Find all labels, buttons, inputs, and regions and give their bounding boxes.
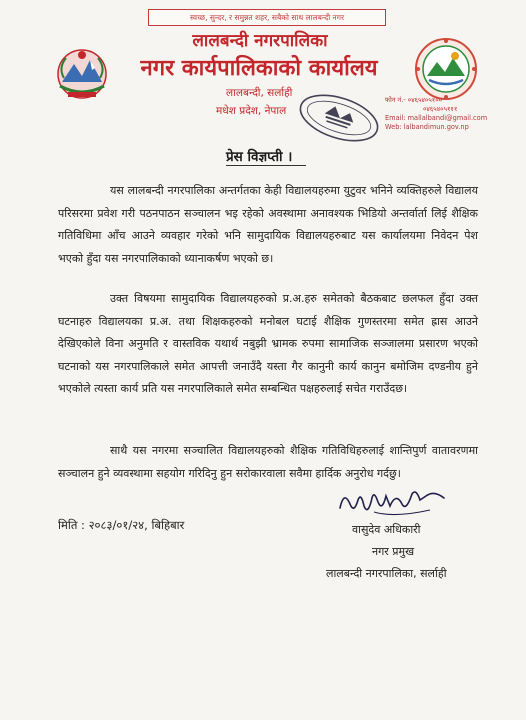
notice-paragraph-3: साथै यस नगरमा सञ्चालित विद्यालयहरुको शैक्षिक गतिविधिहरुलाई शान्तिपुर्ण वातावरणमा सञ्चालन हुने व्यवस्थामा सहयोग गरिदिनु हुन सरोकारवाला सवैमा हार्दिक अनुरोध गर्दछु। <box>58 444 478 480</box>
handwritten-signature <box>334 482 450 520</box>
address-line-2: मधेश प्रदेश, नेपाल <box>216 105 287 117</box>
notice-paragraph-1: यस लालबन्दी नगरपालिका अन्तर्गतका केही विद्यालयहरुमा युटुवर भनिने व्यक्तिहरुले विद्यालय परिसरमा प्रवेश गरी पठनपाठन सञ्चालन भइ रहेको अवस्थामा अनावश्यक भिडियो अन्तर्वार्ता लिई शैक्षिक गतिविधिमा आँच आउने व्यवहार गरेको भनि सामुदायिक विद्यालयहरुबाट यस कार्यालयमा निवेदन पेश भएको हुँदा यस नगरपालिकाको ध्यानाकर्षण भएको छ। <box>58 184 478 265</box>
motto-banner: स्वच्छ, सुन्दर, र समुन्नत शहर, सबैको साथ लालबन्दी नगर <box>148 9 386 26</box>
phone-number-2: ०४६५४०५१११ <box>423 105 458 113</box>
office-name: नगर कार्यपालिकाको कार्यालय <box>140 56 378 81</box>
signatory-name: वासुदेव अधिकारी <box>352 523 421 536</box>
contact-block <box>385 96 505 132</box>
notice-paragraph-2: उक्त विषयमा सामुदायिक विद्यालयहरुको प्र.अ.हरु समेतको बैठकबाट छलफल हुँदा उक्त घटनाहरु विद्यालयका प्र.अ. तथा शिक्षकहरुको मनोबल घटाई शैक्षिक गुणस्तरमा समेत ह्रास आउने देखिएकोले विना अनुमति र वास्तविक यथार्थ नबुझी भ्रामक रुपमा सामाजिक सञ्जालमा प्रसारण भएको घटनाको यस नगरपालिकाले समेत आपत्ती जनाउँदै यस्ता गैर कानुनी कार्य कानुन बमोजिम दण्डनीय हुने भएकोले त्यस्ता कार्य प्रति यस नगरपालिकाले समेत सम्बन्धित पक्षहरुलाई सचेत गराउँदछ। <box>58 292 478 395</box>
municipality-logo-icon <box>413 36 479 102</box>
website-text: Web: lalbandimun.gov.np <box>385 123 469 131</box>
address-line-1: लालबन्दी, सर्लाही <box>226 87 293 99</box>
phone-number: फोन नं.- ०४६५४०५१०० <box>385 96 443 104</box>
notice-heading: प्रेस विज्ञप्ती । <box>226 149 293 165</box>
signatory-title: नगर प्रमुख <box>372 545 415 558</box>
email-text: Email: mallalbandi@gmail.com <box>385 114 488 122</box>
heading-underline <box>226 165 306 166</box>
municipality-name: लालबन्दी नगरपालिका <box>192 31 328 51</box>
signatory-office: लालबन्दी नगरपालिका, सर्लाही <box>326 567 447 580</box>
office-seal-stamp <box>296 92 382 144</box>
notice-date: मिति : २०८३/०१/२४, बिहिबार <box>58 518 185 532</box>
nepal-emblem-icon <box>52 42 112 102</box>
